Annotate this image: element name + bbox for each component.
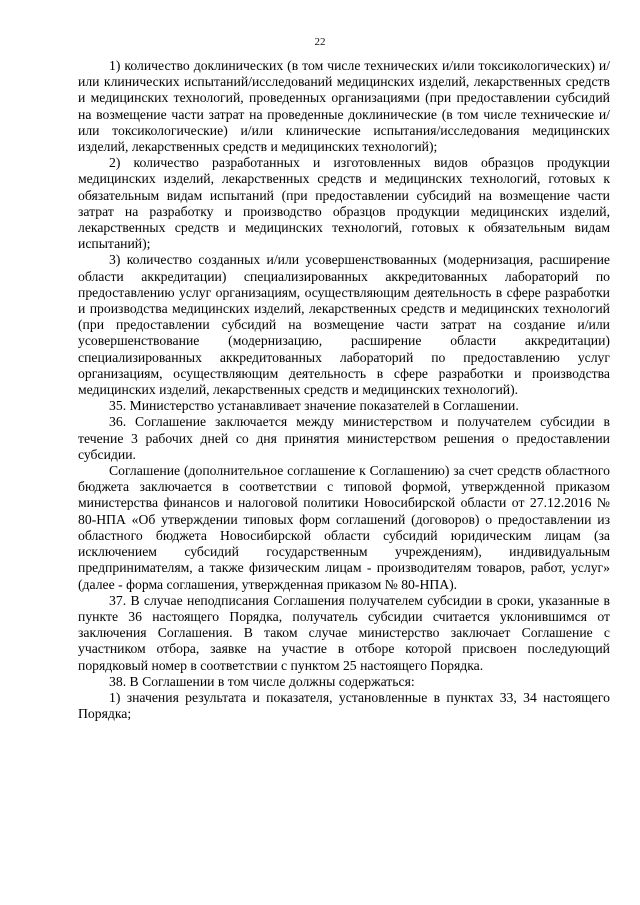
paragraph-indicator-2: 2) количество разработанных и изготовленных видов образцов продукции медицинских изделий, лекарственных средств и медицинских технологий, готовых к обязательным видам испытаний (при предоставлении субсидий на возмещение части затрат на разработку и производство образцов продукции медицинских изделий, лекарственных средств и медицинских технологий, готовых к обязательным видам испытаний); (78, 155, 610, 252)
paragraph-clause-38: 38. В Соглашении в том числе должны содержаться: (109, 673, 415, 689)
paragraph-clause-36: 36. Соглашение заключается между министерством и получателем субсидии в течение 3 рабочих дней со дня принятия министерством решения о предоставлении субсидии. (78, 414, 610, 462)
paragraph-clause-38-item-1: 1) значения результата и показателя, установленные в пунктах 33, 34 настоящего Порядка; (78, 689, 610, 722)
paragraph-indicator-1: 1) количество доклинических (в том числе технических и/или токсикологических) и/или клинических испытаний/исследований медицинских изделий, лекарственных средств и медицинских технологий, проведенных организациями (при предоставлении субсидий на возмещение части затрат на проведенные доклинические (в том числе технические и/или токсикологические) и/или клинические испытания/исследования медицинских изделий, лекарственных средств и медицинских технологий); (78, 58, 610, 155)
paragraph-agreement-form: Соглашение (дополнительное соглашение к Соглашению) за счет средств областного бюджета заключается в соответствии с типовой формой, утвержденной приказом министерства финансов и налоговой политики Новосибирской области от 27.12.2016 № 80-НПА «Об утверждении типовых форм соглашений (договоров) о предоставлении из областного бюджета Новосибирской области субсидий юридическим лицам (за исключением субсидий государственным учреждениям), индивидуальным предпринимателям, а также физическим лицам - производителям товаров, работ, услуг» (далее - форма соглашения, утвержденная приказом № 80-НПА). (78, 463, 610, 592)
page-number: 22 (314, 36, 326, 48)
document-body (78, 58, 610, 722)
paragraph-clause-37: 37. В случае неподписания Соглашения получателем субсидии в сроки, указанные в пункте 36 настоящего Порядка, получатель субсидии считается уклонившимся от заключения Соглашения. В таком случае министерство заключает Соглашение с участником отбора, заявке на участие в отборе которой присвоен последующий порядковый номер в соответствии с пунктом 25 настоящего Порядка. (78, 592, 610, 673)
paragraph-clause-35: 35. Министерство устанавливает значение показателей в Соглашении. (109, 398, 519, 414)
paragraph-indicator-3: 3) количество созданных и/или усовершенствованных (модернизация, расширение области аккредитации) специализированных аккредитованных лабораторий по предоставлению услуг организациям, осуществляющим деятельность в сфере разработки и производства медицинских изделий, лекарственных средств и медицинских технологий (при предоставлении субсидий на возмещение части затрат на создание и/или усовершенствование (модернизацию, расширение области аккредитации) специализированных аккредитованных лабораторий по предоставлению услуг организациям, осуществляющим деятельность в сфере разработки и производства медицинских изделий, лекарственных средств и медицинских технологий). (78, 252, 610, 398)
